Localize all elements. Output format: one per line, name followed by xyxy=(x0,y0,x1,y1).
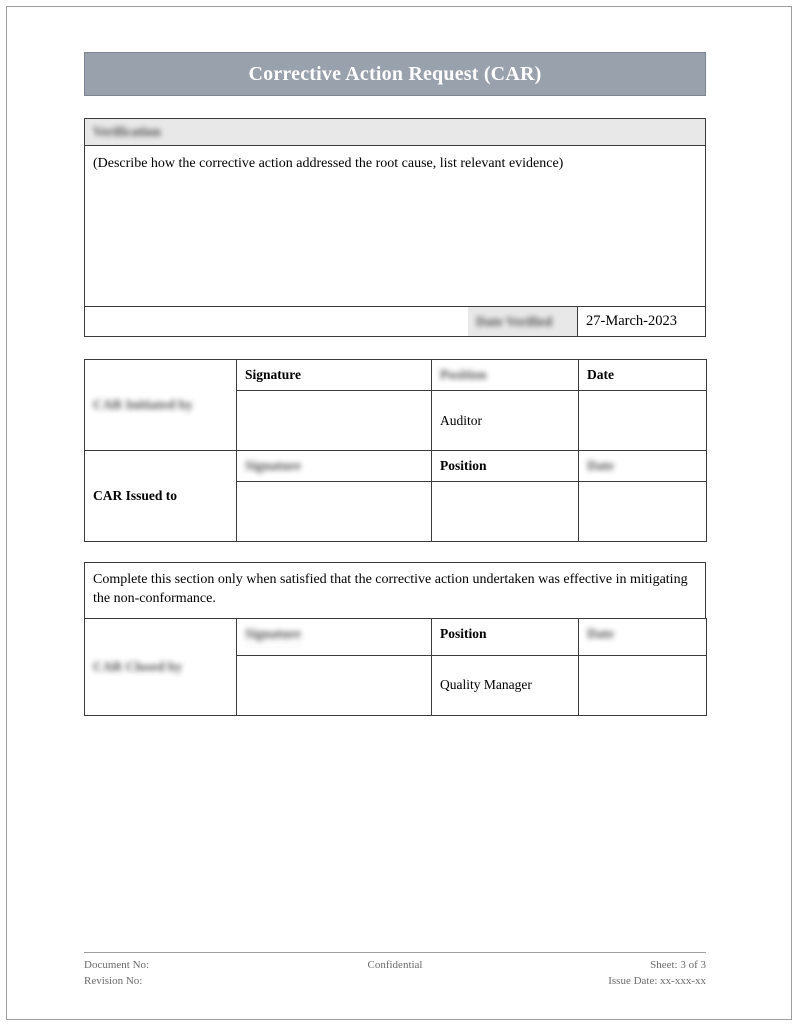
column-header-text: Signature xyxy=(245,458,302,473)
row-label-text: CAR Initiated by xyxy=(93,397,193,412)
signature-field-car-closed-by[interactable] xyxy=(237,655,432,715)
column-header-signature xyxy=(237,618,432,655)
row-label-car-closed-by xyxy=(85,618,237,715)
position-field-car-closed-by[interactable] xyxy=(432,655,579,715)
date-verified-value: 27-March-2023 xyxy=(586,313,678,329)
date-verified-label: Date Verified xyxy=(476,313,553,329)
footer-divider xyxy=(84,952,706,953)
signature-table xyxy=(84,359,707,542)
column-header-text: Position xyxy=(440,625,487,641)
position-value: Auditor xyxy=(440,412,482,428)
closure-notice xyxy=(84,562,706,619)
page-footer xyxy=(84,952,706,990)
column-header-position xyxy=(432,360,579,391)
verification-section xyxy=(84,118,706,337)
row-label-text: CAR Issued to xyxy=(93,488,178,503)
column-header-text: Position xyxy=(440,458,487,473)
table-row xyxy=(85,618,707,655)
footer-center xyxy=(244,958,546,990)
column-header-date xyxy=(579,360,707,391)
position-field-car-initiated-by[interactable] xyxy=(432,391,579,451)
column-header-position xyxy=(432,618,579,655)
date-field-car-closed-by[interactable] xyxy=(579,655,707,715)
footer-sheet-number: Sheet: 3 of 3 xyxy=(650,959,706,971)
column-header-text: Signature xyxy=(245,367,302,382)
date-verified-row xyxy=(85,306,705,336)
footer-left xyxy=(84,958,244,990)
column-header-text: Date xyxy=(587,625,614,641)
footer-revision-no: Revision No: xyxy=(84,974,143,987)
verification-header-row xyxy=(85,119,705,146)
signature-field-car-issued-to[interactable] xyxy=(237,482,432,542)
column-header-date xyxy=(579,618,707,655)
column-header-text: Date xyxy=(587,367,614,382)
signature-field-car-initiated-by[interactable] xyxy=(237,391,432,451)
date-field-car-initiated-by[interactable] xyxy=(579,391,707,451)
date-verified-value-cell[interactable] xyxy=(578,307,705,336)
table-row xyxy=(85,360,707,391)
column-header-text: Date xyxy=(587,458,614,473)
closure-table xyxy=(84,618,707,716)
footer-document-no: Document No: xyxy=(84,959,150,971)
verification-prompt-text: (Describe how the corrective action addressed the root cause, list relevant evidence) xyxy=(93,156,564,171)
footer-confidential: Confidential xyxy=(367,959,423,971)
column-header-text: Position xyxy=(440,367,487,382)
verification-description-field[interactable] xyxy=(85,146,705,306)
position-field-car-issued-to[interactable] xyxy=(432,482,579,542)
date-verified-label-cell xyxy=(468,307,578,336)
footer-issue-date: Issue Date: xx-xxx-xx xyxy=(608,974,706,987)
row-label-car-initiated-by xyxy=(85,360,237,451)
verification-section-label: Verification xyxy=(93,124,161,139)
row-label-text: CAR Closed by xyxy=(93,658,183,674)
column-header-signature xyxy=(237,451,432,482)
closure-notice-text: Complete this section only when satisfied that the corrective action undertaken was effective in mitigating the non-conformance. xyxy=(93,572,688,606)
column-header-signature xyxy=(237,360,432,391)
page-title xyxy=(84,52,706,96)
position-value: Quality Manager xyxy=(440,677,532,693)
column-header-position xyxy=(432,451,579,482)
page-title-text: Corrective Action Request (CAR) xyxy=(248,62,542,85)
footer-right xyxy=(546,958,706,990)
column-header-date xyxy=(579,451,707,482)
row-label-car-issued-to xyxy=(85,451,237,542)
table-row xyxy=(85,451,707,482)
document-content xyxy=(84,52,706,716)
column-header-text: Signature xyxy=(245,626,301,648)
date-field-car-issued-to[interactable] xyxy=(579,482,707,542)
